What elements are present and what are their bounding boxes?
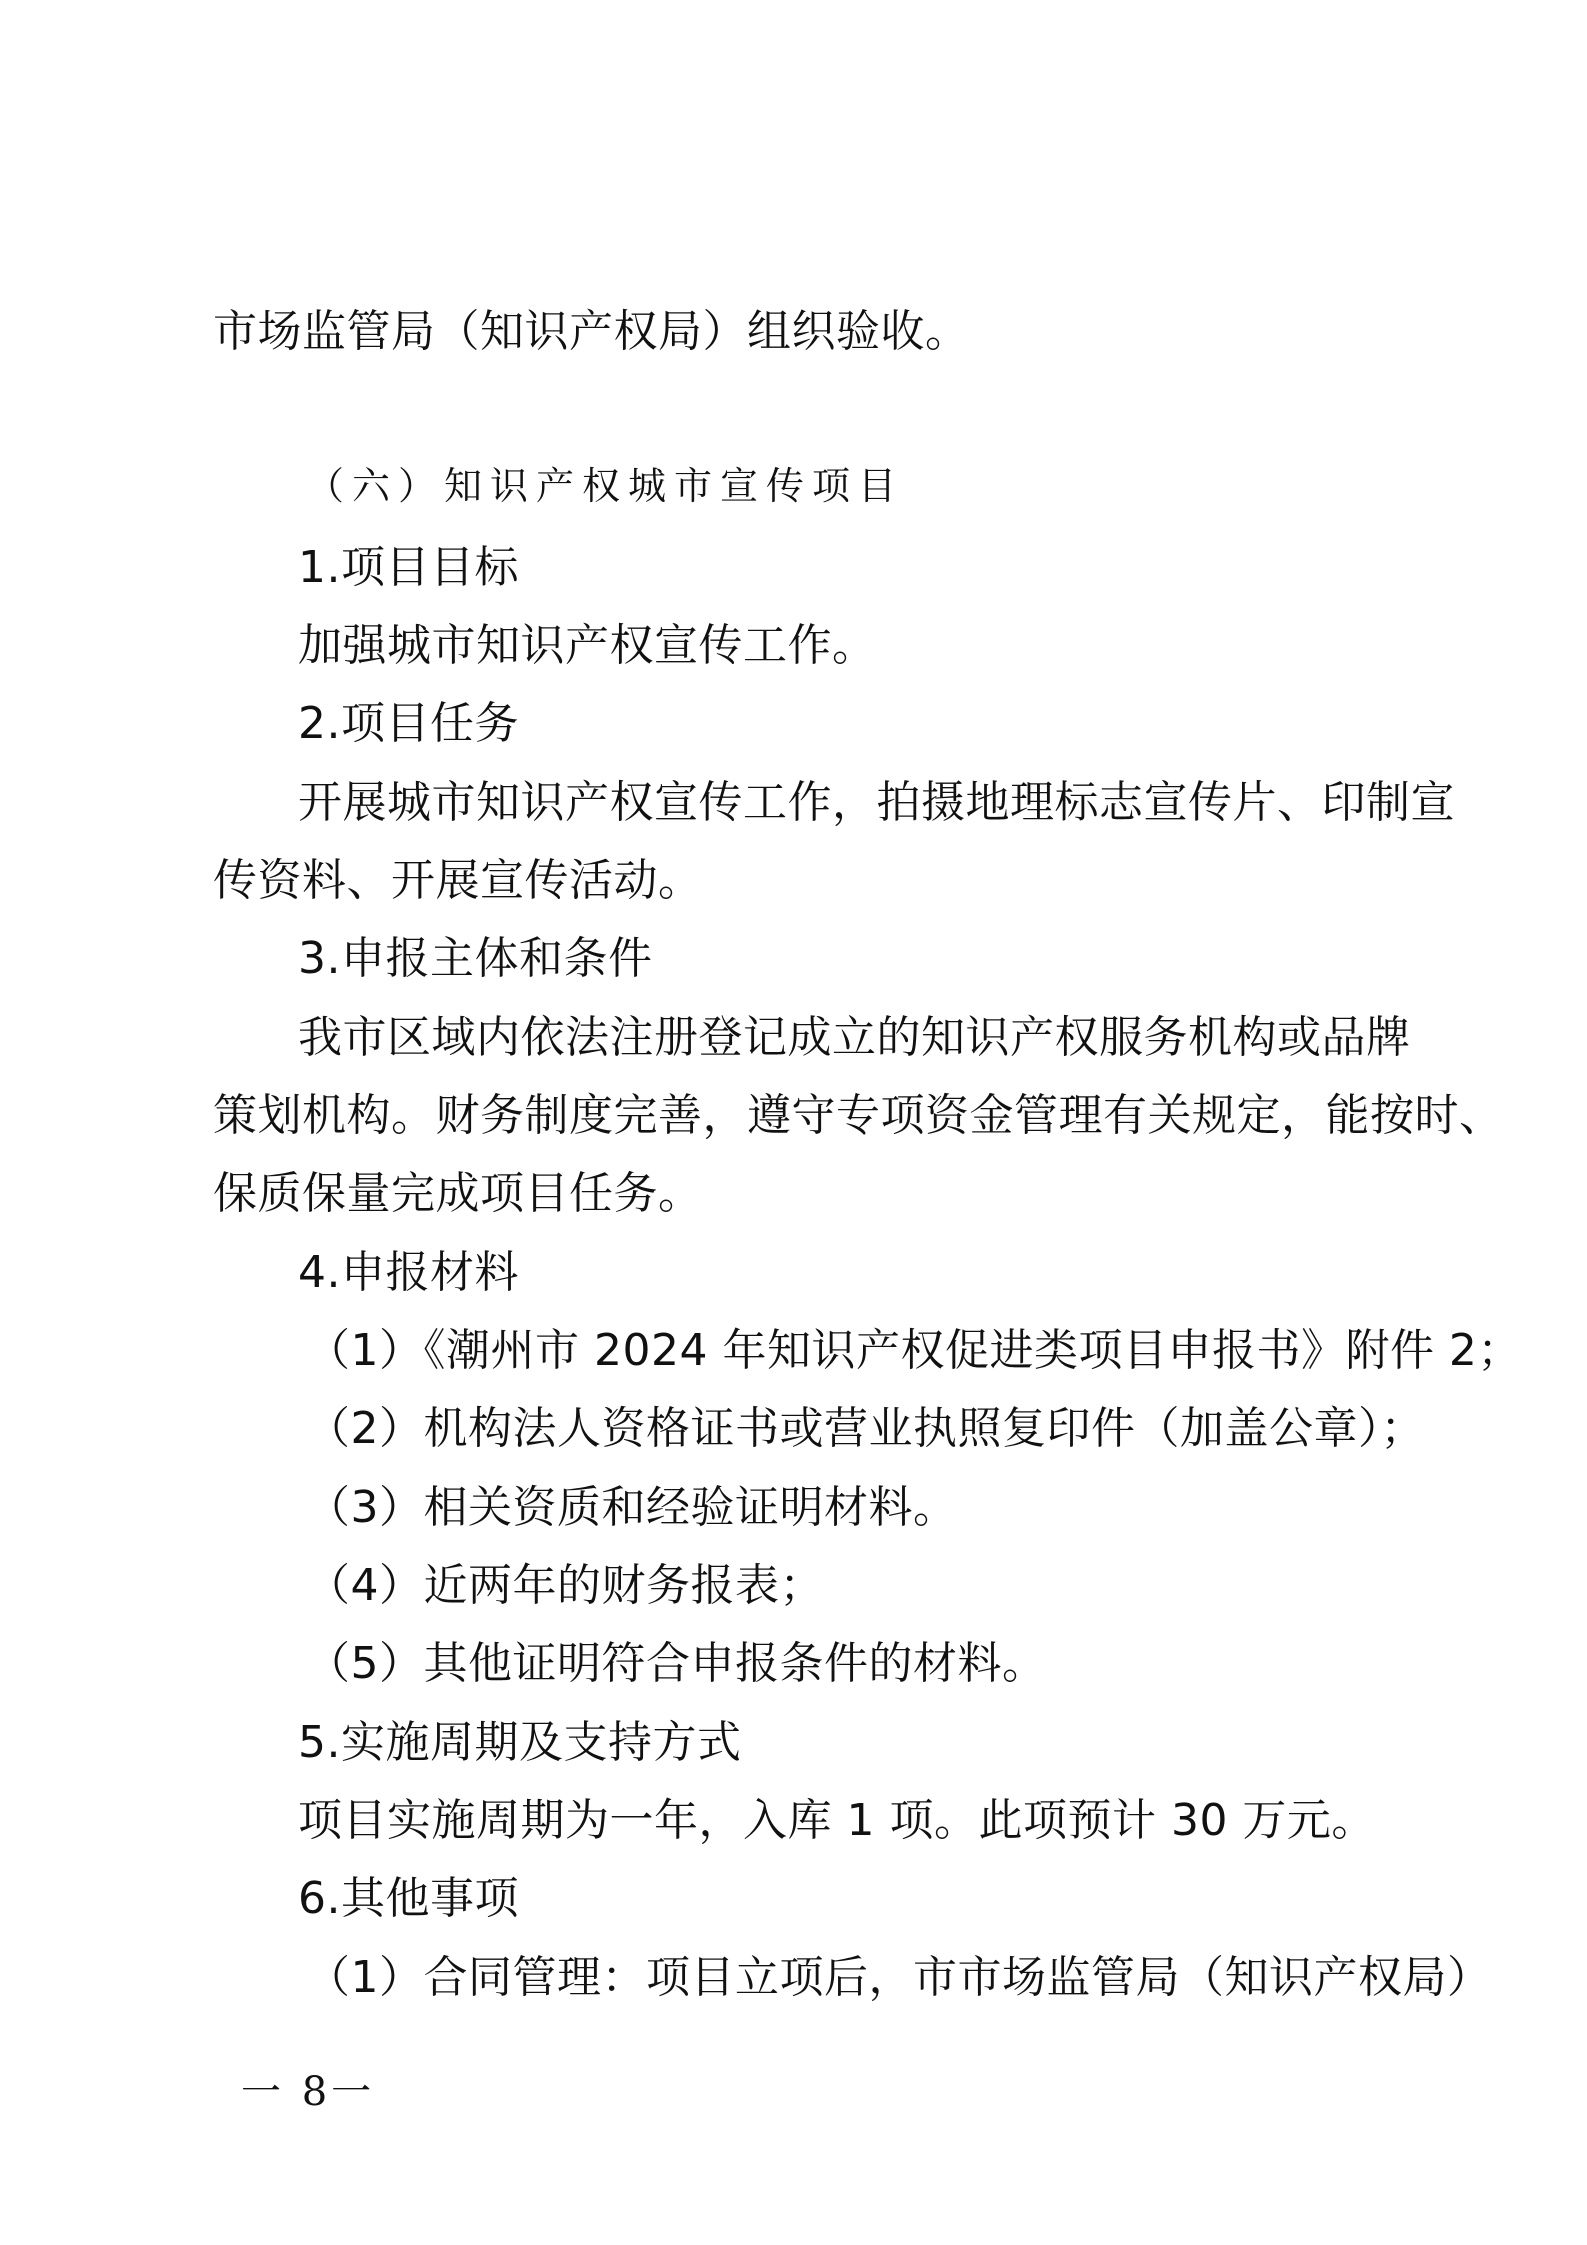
subheading-period-support: 5.实施周期及支持方式 — [298, 1717, 742, 1768]
subheading-applicant-conditions: 3.申报主体和条件 — [298, 933, 653, 984]
text-line-applicant-3: 保质保量完成项目任务。 — [213, 1168, 703, 1219]
subheading-other-matters: 6.其他事项 — [298, 1873, 519, 1924]
text-line-project-task-2: 传资料、开展宣传活动。 — [213, 855, 703, 906]
subheading-project-goal: 1.项目目标 — [298, 542, 519, 593]
page-number: 一 8一 — [241, 2069, 376, 2115]
text-line-1: 市场监管局（知识产权局）组织验收。 — [213, 306, 970, 357]
material-item-1: （1）《潮州市 2024 年知识产权促进类项目申报书》附件 2； — [306, 1325, 1522, 1376]
text-line-project-task-1: 开展城市知识产权宣传工作，拍摄地理标志宣传片、印制宣 — [298, 777, 1455, 828]
material-item-2: （2）机构法人资格证书或营业执照复印件（加盖公章）； — [306, 1403, 1425, 1454]
text-line-period-support: 项目实施周期为一年，入库 1 项。此项预计 30 万元。 — [298, 1795, 1376, 1846]
material-item-4: （4）近两年的财务报表； — [306, 1560, 824, 1611]
subheading-materials: 4.申报材料 — [298, 1247, 519, 1298]
text-line-applicant-1: 我市区域内依法注册登记成立的知识产权服务机构或品牌 — [298, 1012, 1411, 1063]
text-line-project-goal: 加强城市知识产权宣传工作。 — [298, 620, 877, 671]
material-item-5: （5）其他证明符合申报条件的材料。 — [306, 1638, 1047, 1689]
text-line-applicant-2: 策划机构。财务制度完善，遵守专项资金管理有关规定，能按时、 — [213, 1090, 1504, 1141]
other-matters-item-1: （1）合同管理：项目立项后，市市场监管局（知识产权局） — [306, 1952, 1492, 2003]
subheading-project-task: 2.项目任务 — [298, 698, 519, 749]
material-item-3: （3）相关资质和经验证明材料。 — [306, 1482, 958, 1533]
section-heading-6: （六）知识产权城市宣传项目 — [306, 464, 905, 508]
